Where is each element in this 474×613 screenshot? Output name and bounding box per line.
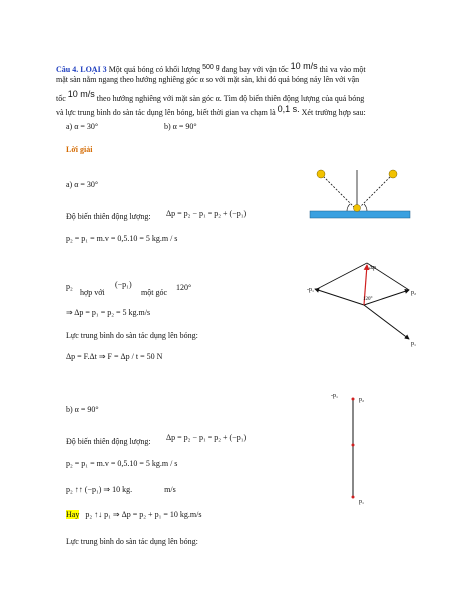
- part-b-dp-formula: Δp = p₂ − p₁ = p₂ + (−p₁): [166, 433, 247, 442]
- mass-value: 500 g: [202, 64, 220, 71]
- problem-text: thì va vào một: [319, 65, 366, 74]
- problem-text: Xét trường hợp sau:: [301, 108, 366, 117]
- speed-value-2: 10 m/s: [67, 89, 95, 99]
- floor: [310, 211, 410, 218]
- part-b-p-formula: p₂ = p₁ = m.v = 0,5.10 = 5 kg.m / s: [66, 459, 178, 468]
- part-b-label: b) α = 90°: [66, 405, 99, 414]
- part-a-dp-text: Độ biến thiên động lượng:: [66, 212, 151, 221]
- angle-text-1: hợp với: [80, 288, 105, 297]
- point-mid: [352, 444, 355, 447]
- angle-arc-left: [347, 204, 350, 211]
- part-b-unit: m/s: [164, 485, 176, 494]
- case-b-option: b) α = 90°: [164, 122, 197, 131]
- problem-text: mặt sàn nằm ngang theo hướng nghiêng góc α so với mặt sàn, khi đó quả bóng nảy lên với vận: [56, 75, 360, 84]
- hay-formula: p₂ ↑↓ p₁ ⇒ Δp = p₂ + p₁ = 10 kg.m/s: [85, 510, 202, 519]
- label-p1: p₁: [411, 341, 417, 347]
- part-b-direction: p₂ ↑↑ (−p₁) ⇒ 10 kg.: [66, 485, 133, 494]
- vector-p1: [364, 305, 409, 339]
- label-p2: p₂: [359, 397, 365, 403]
- angle-value: 120°: [176, 283, 192, 292]
- angle-arc-right: [364, 204, 367, 211]
- point-bottom: [352, 496, 355, 499]
- speed-value: 10 m/s: [290, 61, 318, 71]
- part-b-force-text: Lực trung bình do sàn tác dụng lên bóng:: [66, 537, 198, 546]
- problem-line-4: [56, 104, 366, 117]
- label-dp: Δp: [369, 265, 376, 271]
- part-a-label: a) α = 30°: [66, 180, 99, 189]
- part-b-line-formula: [66, 485, 176, 494]
- part-a-result: ⇒ Δp = p₁ = p₂ = 5 kg.m/s: [66, 308, 151, 317]
- vector-diagram-a: [305, 255, 425, 365]
- neg-p1-vector: (−p₁): [115, 280, 132, 289]
- part-b-dp-text: Độ biến thiên động lượng:: [66, 437, 151, 446]
- part-a-force-text: Lực trung bình do sàn tác dụng lên bóng:: [66, 331, 198, 340]
- point-top: [352, 398, 355, 401]
- problem-line-3: [56, 89, 364, 103]
- label-neg-p1: -p₁: [331, 393, 339, 399]
- outgoing-path: [359, 174, 393, 208]
- problem-line-2: [56, 75, 359, 84]
- problem-label: Câu 4.: [56, 65, 79, 74]
- label-p2: p₂: [411, 290, 417, 296]
- problem-line-1: [56, 61, 366, 74]
- part-a-dp-formula: Δp = p₂ − p₁ = p₂ + (−p₁): [166, 209, 247, 218]
- bounce-figure: [305, 165, 415, 235]
- part-a-p-formula: p₂ = p₁ = m.v = 0,5.10 = 5 kg.m / s: [66, 234, 178, 243]
- ball-incoming: [317, 170, 325, 178]
- problem-text: tốc: [56, 94, 66, 103]
- problem-text: và lực trung bình do sàn tác dụng lên bóng, biết thời gian va chạm là: [56, 108, 276, 117]
- side-left: [317, 263, 367, 289]
- label-neg-p1: -p₁: [307, 287, 315, 293]
- problem-text: Một quả bóng có khối lượng: [108, 65, 201, 74]
- problem-text: theo hướng nghiêng với mặt sàn góc α. Tìm độ biến thiên động lượng của quả bóng: [96, 94, 365, 103]
- incoming-path: [321, 174, 355, 208]
- part-a-force-formula: Δp = F.Δt ⇒ F = Δp / t = 50 N: [66, 352, 163, 361]
- part-b-hay-line: [66, 510, 201, 519]
- label-angle: 120°: [363, 297, 373, 302]
- p2-symbol: p₂: [66, 282, 73, 291]
- vector-neg-p1: [315, 289, 364, 305]
- problem-type: LOẠI 3: [80, 65, 107, 74]
- vector-diagram-b: [325, 385, 385, 505]
- angle-text-2: một góc: [141, 288, 167, 297]
- time-value: 0,1 s.: [277, 104, 300, 114]
- hay-highlight: Hay: [66, 510, 80, 519]
- ball-contact: [354, 205, 361, 212]
- solution-heading: Lời giải: [66, 145, 93, 154]
- ball-outgoing: [389, 170, 397, 178]
- problem-text: đang bay với vận tốc: [221, 65, 289, 74]
- case-a-option: a) α = 30°: [66, 122, 99, 131]
- label-p1: p₁: [359, 499, 365, 505]
